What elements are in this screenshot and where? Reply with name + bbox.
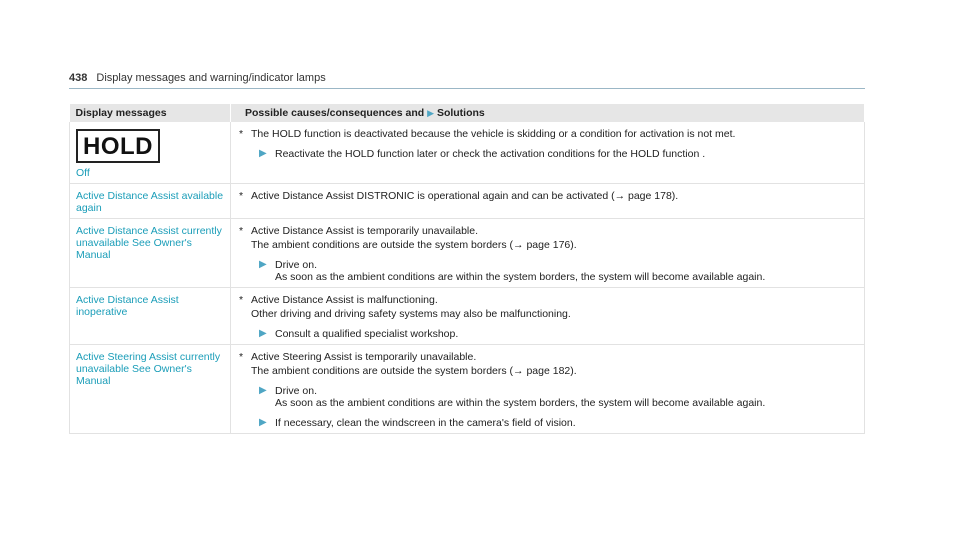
column-header-causes-prefix: Possible causes/consequences and <box>245 107 425 119</box>
play-arrow-icon: ▶ <box>259 328 267 339</box>
column-header-display-messages: Display messages <box>70 104 231 122</box>
cause-cell <box>231 184 865 219</box>
messages-table <box>69 104 865 434</box>
play-arrow-icon: ▶ <box>259 385 267 396</box>
column-header-causes <box>231 104 865 122</box>
detail-text: The ambient conditions are outside the system borders (→ page 182). <box>251 365 577 377</box>
cause-cell <box>231 122 865 184</box>
message-text: Active Distance Assist inoperative <box>76 294 179 318</box>
table-row <box>70 345 865 434</box>
action-line: As soon as the ambient conditions are within the system borders, the system will become available again. <box>275 271 766 283</box>
message-cell <box>70 184 231 219</box>
table-row <box>70 288 865 345</box>
action-item <box>239 259 854 283</box>
cause-cell <box>231 288 865 345</box>
table-header-row <box>70 104 865 122</box>
cause-line <box>239 190 854 202</box>
action-text: Consult a qualified specialist workshop. <box>275 328 459 340</box>
action-item <box>239 148 854 160</box>
action-item <box>239 385 854 409</box>
detail-text: Other driving and driving safety systems may also be malfunctioning. <box>251 308 571 320</box>
cause-line <box>239 225 854 237</box>
play-arrow-icon: ▶ <box>427 108 435 118</box>
cause-text: Active Distance Assist DISTRONIC is operational again and can be activated (→ page 178). <box>251 190 679 202</box>
action-text <box>275 259 765 283</box>
table-row <box>70 184 865 219</box>
message-cell <box>70 122 231 184</box>
cause-line <box>239 351 854 363</box>
detail-text: The ambient conditions are outside the system borders (→ page 176). <box>251 239 577 251</box>
message-text: Active Distance Assist currently unavailable See Owner's Manual <box>76 225 222 261</box>
asterisk-icon: * <box>239 294 244 306</box>
cause-text: Active Distance Assist is temporarily unavailable. <box>251 225 479 237</box>
message-text: Off <box>76 167 90 179</box>
play-arrow-icon: ▶ <box>259 417 267 428</box>
play-arrow-icon: ▶ <box>259 148 267 159</box>
action-text: If necessary, clean the windscreen in the camera's field of vision. <box>275 417 576 429</box>
column-header-causes-suffix: Solutions <box>436 107 485 119</box>
page-header <box>69 72 865 89</box>
action-item <box>239 328 854 340</box>
cause-line <box>239 128 854 140</box>
play-arrow-icon: ▶ <box>259 259 267 270</box>
cause-cell <box>231 345 865 434</box>
action-text: Reactivate the HOLD function later or check the activation conditions for the HOLD function . <box>275 148 706 160</box>
cause-text: Active Steering Assist is temporarily unavailable. <box>251 351 477 363</box>
cause-line <box>239 294 854 306</box>
table-row <box>70 219 865 288</box>
message-text: Active Distance Assist available again <box>76 190 224 214</box>
action-item <box>239 417 854 429</box>
cause-cell <box>231 219 865 288</box>
asterisk-icon: * <box>239 351 244 363</box>
asterisk-icon: * <box>239 190 244 202</box>
cause-text: The HOLD function is deactivated because the vehicle is skidding or a condition for activation is not met. <box>251 128 736 140</box>
cause-text: Active Distance Assist is malfunctioning. <box>251 294 438 306</box>
message-cell <box>70 345 231 434</box>
message-cell <box>70 219 231 288</box>
message-cell <box>70 288 231 345</box>
page-title: Display messages and warning/indicator lamps <box>96 72 326 84</box>
hold-icon: HOLD <box>76 129 160 163</box>
asterisk-icon: * <box>239 128 244 140</box>
action-line: As soon as the ambient conditions are within the system borders, the system will become available again. <box>275 397 766 409</box>
asterisk-icon: * <box>239 225 244 237</box>
action-line: Drive on. <box>275 259 318 271</box>
table-row <box>70 122 865 184</box>
page-number: 438 <box>69 72 88 84</box>
message-text: Active Steering Assist currently unavailable See Owner's Manual <box>76 351 221 387</box>
action-text <box>275 385 765 409</box>
action-line: Drive on. <box>275 385 318 397</box>
